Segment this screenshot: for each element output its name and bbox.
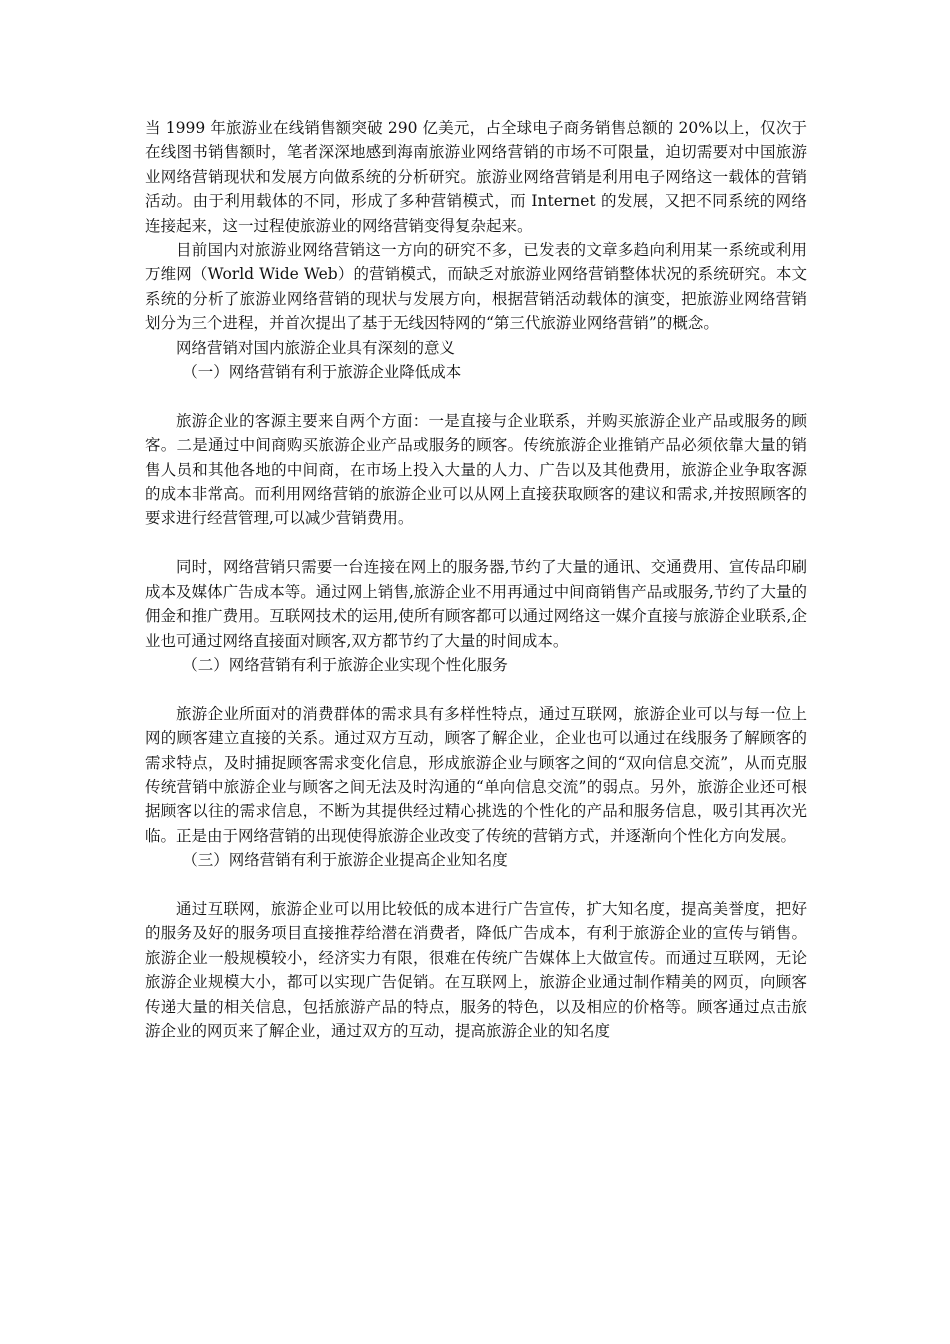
intro-paragraph-2: 目前国内对旅游业网络营销这一方向的研究不多，已发表的文章多趋向利用某一系统或利用万维网（World Wide Web）的营销模式，而缺乏对旅游业网络营销整体状况的系统研究。本文系统的分析了旅游业网络营销的现状与发展方向，根据营销活动载体的演变，把旅游业网络营销划分为三个进程，并首次提出了基于无线因特网的“第三代旅游业网络营销”的概念。 [145,241,807,333]
section-heading: 网络营销对国内旅游企业具有深刻的意义 [176,338,456,357]
section-2-title: （二）网络营销有利于旅游企业实现个性化服务 [182,655,508,674]
section-1-title: （一）网络营销有利于旅游企业降低成本 [182,363,462,382]
section-1-paragraph-2: 同时，网络营销只需要一台连接在网上的服务器,节约了大量的通讯、交通费用、宣传品印刷成本及媒体广告成本等。通过网上销售,旅游企业不用再通过中间商销售产品或服务,节约了大量的佣金和推广费用。互联网技术的运用,使所有顾客都可以通过网络这一媒介直接与旅游企业联系,企业也可通过网络直接面对顾客,双方都节约了大量的时间成本。 [145,558,807,650]
section-1-paragraph-1: 旅游企业的客源主要来自两个方面：一是直接与企业联系，并购买旅游企业产品或服务的顾客。二是通过中间商购买旅游企业产品或服务的顾客。传统旅游企业推销产品必须依靠大量的销售人员和其他各地的中间商，在市场上投入大量的人力、广告以及其他费用，旅游企业争取客源的成本非常高。而利用网络营销的旅游企业可以从网上直接获取顾客的建议和需求,并按照顾客的要求进行经营管理,可以减少营销费用。 [145,411,807,528]
intro-paragraph-1: 当 1999 年旅游业在线销售额突破 290 亿美元，占全球电子商务销售总额的 20%以上，仅次于在线图书销售额时，笔者深深地感到海南旅游业网络营销的市场不可限量，迫切需要对中国旅游业网络营销现状和发展方向做系统的分析研究。旅游业网络营销是利用电子网络这一载体的营销活动。由于利用载体的不同，形成了多种营销模式，而 Internet 的发展，又把不同系统的网络连接起来，这一过程使旅游业的网络营销变得复杂起来。 [145,119,807,235]
document-page [145,116,807,1043]
section-3-title: （三）网络营销有利于旅游企业提高企业知名度 [182,851,508,870]
section-3-paragraph-1: 通过互联网，旅游企业可以用比较低的成本进行广告宣传，扩大知名度，提高美誉度，把好的服务及好的服务项目直接推荐给潜在消费者，降低广告成本，有利于旅游企业的宣传与销售。旅游企业一般规模较小，经济实力有限，很难在传统广告媒体上大做宣传。而通过互联网，无论旅游企业规模大小，都可以实现广告促销。在互联网上，旅游企业通过制作精美的网页，向顾客传递大量的相关信息，包括旅游产品的特点，服务的特色，以及相应的价格等。顾客通过点击旅游企业的网页来了解企业，通过双方的互动，提高旅游企业的知名度 [145,899,807,1040]
section-2-paragraph-1: 旅游企业所面对的消费群体的需求具有多样性特点，通过互联网，旅游企业可以与每一位上网的顾客建立直接的关系。通过双方互动，顾客了解企业，企业也可以通过在线服务了解顾客的需求特点，及时捕捉顾客需求变化信息，形成旅游企业与顾客之间的“双向信息交流”，从而克服传统营销中旅游企业与顾客之间无法及时沟通的“单向信息交流”的弱点。另外，旅游企业还可根据顾客以往的需求信息，不断为其提供经过精心挑选的个性化的产品和服务信息，吸引其再次光临。正是由于网络营销的出现使得旅游企业改变了传统的营销方式，并逐渐向个性化方向发展。 [145,704,807,845]
